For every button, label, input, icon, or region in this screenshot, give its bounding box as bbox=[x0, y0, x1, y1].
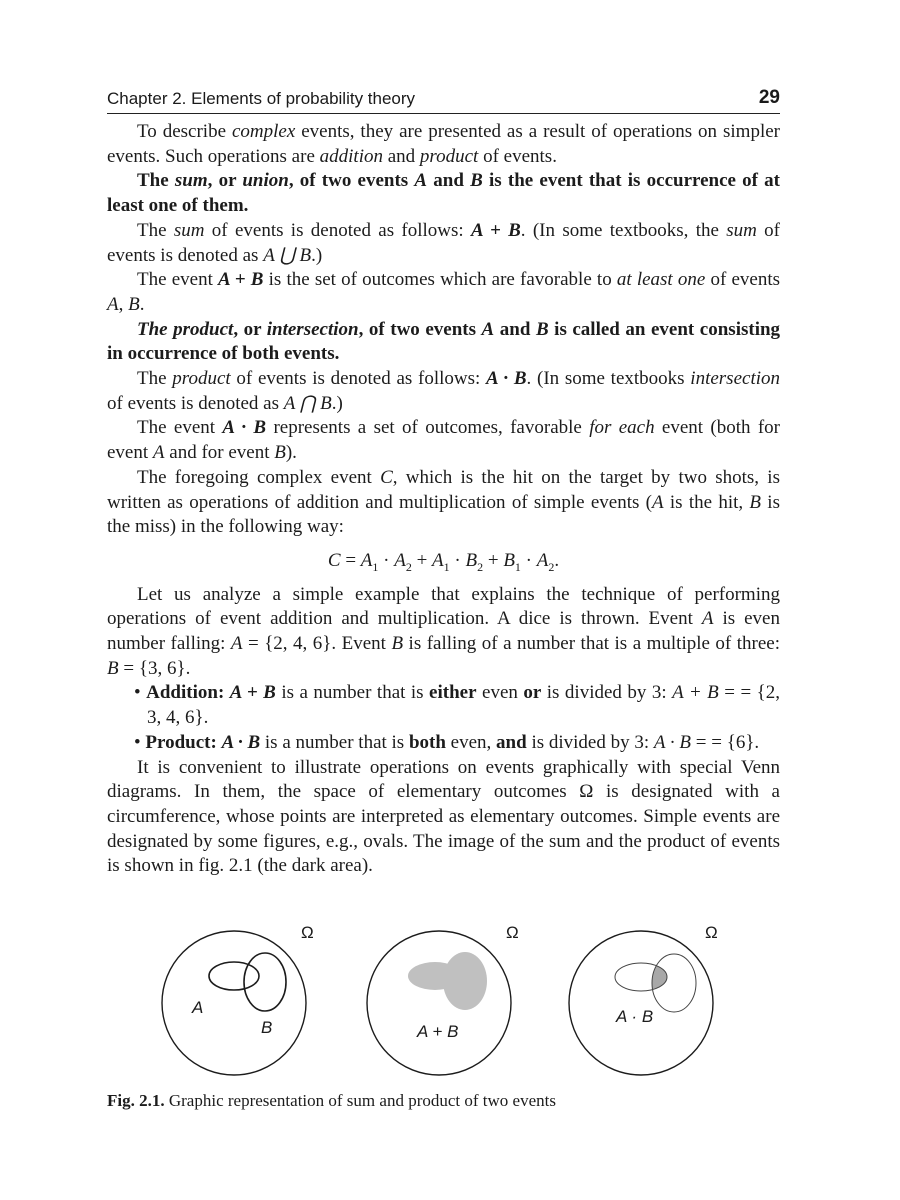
sum-label: A + B bbox=[417, 1022, 459, 1041]
paragraph: The product of events is denoted as follows: A · B. (In some textbooks intersection of events is denoted as A ⋂ B.) bbox=[107, 368, 780, 414]
event-b-oval bbox=[244, 953, 286, 1011]
omega-label: Ω bbox=[506, 923, 519, 942]
venn-diagram-product bbox=[569, 923, 718, 1075]
definition-sum: The sum, or union, of two events A and B is the event that is occurrence of at least one of them. bbox=[107, 170, 780, 217]
event-a-label: A bbox=[192, 998, 204, 1017]
formula: $C = A_1 \cdot A_2 + A_1 \cdot B_2 + B_1 \cdot A_2$. bbox=[327, 549, 560, 574]
list-item: • Product: A · B is a number that is both even, and is divided by 3: A · B = = {6}. bbox=[134, 731, 760, 753]
paragraph: The event A · B represents a set of outcomes, favorable for each event (both for event A and for event B). bbox=[107, 417, 781, 464]
product-label: A · B bbox=[616, 1007, 654, 1026]
venn-diagrams bbox=[150, 915, 750, 1085]
outcome-space-circle bbox=[569, 931, 713, 1075]
page-number: 29 bbox=[758, 87, 780, 108]
paragraph: To describe complex events, they are presented as a result of operations on simpler events. Such operations are addition and product of events. bbox=[107, 121, 780, 167]
paragraph: Let us analyze a simple example that explains the technique of performing operations of event addition and multiplication. A dice is thrown. Event A is even number falling: A = {2, 4, 6}. Event B is falling of a number that is a multiple of three: B = {3, 6}. bbox=[107, 583, 780, 679]
paragraph: The sum of events is denoted as follows: A + B. (In some textbooks, the sum of events is denoted as A ⋃ B.) bbox=[107, 219, 781, 266]
outcome-space-circle bbox=[367, 931, 511, 1075]
omega-label: Ω bbox=[301, 923, 314, 942]
page-body bbox=[107, 120, 780, 879]
definition-product: The product, or intersection, of two events A and B is called an event consisting in occurrence of both events. bbox=[107, 318, 781, 365]
venn-figure bbox=[150, 915, 750, 1085]
paragraph: The foregoing complex event C, which is the hit on the target by two shots, is written as operations of addition and multiplication of simple events (A is the hit, B is the miss) in the following way: bbox=[107, 466, 780, 538]
venn-diagram-sum bbox=[367, 923, 519, 1075]
paragraph: The event A + B is the set of outcomes which are favorable to at least one of events A, B. bbox=[107, 269, 780, 315]
event-a-oval bbox=[209, 962, 259, 990]
paragraph: It is convenient to illustrate operations on events graphically with special Venn diagrams. In them, the space of elementary outcomes Ω is designated with a circumference, whose points are interpreted as elementary outcomes. Simple events are designated by some figures, e.g., ovals. The image of the sum and the product of events is shown in fig. 2.1 (the dark area). bbox=[107, 756, 780, 877]
shaded-union-b bbox=[443, 952, 487, 1010]
running-header bbox=[107, 87, 780, 114]
chapter-title: Chapter 2. Elements of probability theory bbox=[107, 89, 416, 108]
event-b-label: B bbox=[261, 1018, 273, 1037]
list-item: • Addition: A + B is a number that is either even or is divided by 3: A + B = = {2, 3, 4, 6}. bbox=[134, 682, 781, 729]
figure-caption: Fig. 2.1. Graphic representation of sum and product of two events bbox=[107, 1091, 556, 1110]
omega-label: Ω bbox=[705, 923, 718, 942]
outcome-space-circle bbox=[162, 931, 306, 1075]
venn-diagram-sum-outline bbox=[162, 923, 314, 1075]
